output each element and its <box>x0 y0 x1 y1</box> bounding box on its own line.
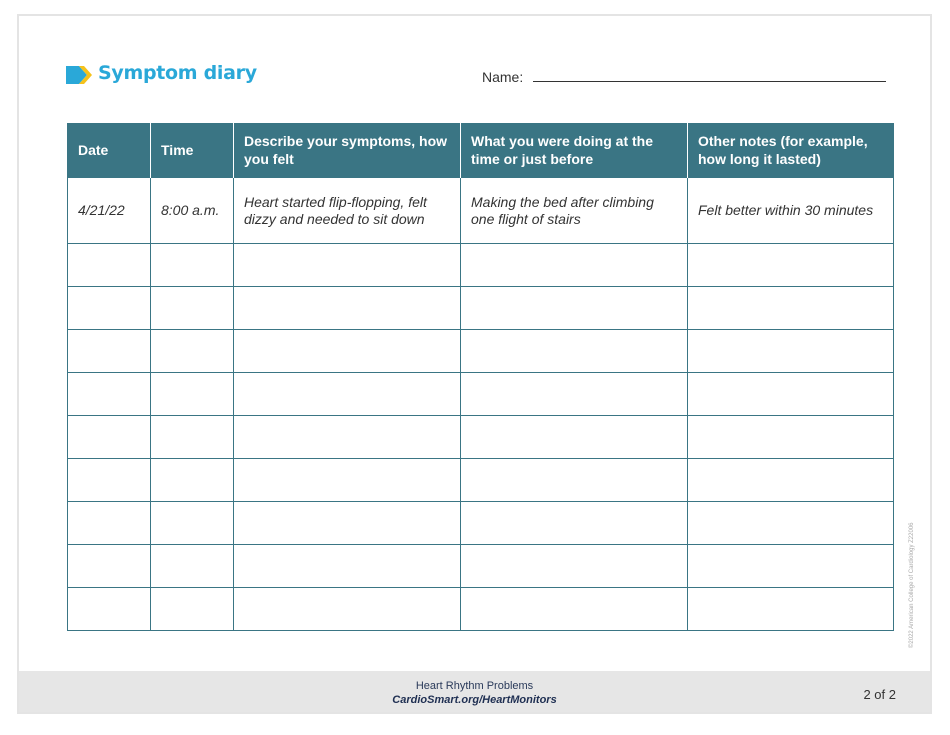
entry-cell[interactable] <box>234 502 461 545</box>
name-label: Name: <box>482 69 524 85</box>
entry-cell[interactable] <box>151 373 234 416</box>
table-row <box>68 545 894 588</box>
entry-cell[interactable] <box>688 244 894 287</box>
entry-cell[interactable] <box>461 459 688 502</box>
entry-cell[interactable] <box>234 416 461 459</box>
example-activity: Making the bed after climbing one flight of stairs <box>461 178 688 244</box>
symptom-table <box>67 123 894 631</box>
table-row <box>68 588 894 631</box>
table-row <box>68 287 894 330</box>
example-notes: Felt better within 30 minutes <box>688 178 894 244</box>
page-number: 2 of 2 <box>863 687 896 702</box>
entry-cell[interactable] <box>151 416 234 459</box>
entry-cell[interactable] <box>151 459 234 502</box>
footer-link[interactable]: CardioSmart.org/HeartMonitors <box>392 694 557 706</box>
diary-page <box>17 14 932 714</box>
page-title: Symptom diary <box>98 62 257 84</box>
column-header-time: Time <box>151 123 234 178</box>
entry-cell[interactable] <box>234 287 461 330</box>
entry-cell[interactable] <box>68 545 151 588</box>
entry-cell[interactable] <box>461 287 688 330</box>
entry-cell[interactable] <box>688 287 894 330</box>
entry-cell[interactable] <box>688 588 894 631</box>
entry-cell[interactable] <box>461 244 688 287</box>
example-time: 8:00 a.m. <box>151 178 234 244</box>
example-symptoms: Heart started flip-flopping, felt dizzy and needed to sit down <box>234 178 461 244</box>
entry-cell[interactable] <box>688 502 894 545</box>
entry-cell[interactable] <box>461 588 688 631</box>
entry-cell[interactable] <box>461 416 688 459</box>
copyright-text: ©2022 American College of Cardiology Z22006 <box>909 522 915 648</box>
entry-cell[interactable] <box>151 545 234 588</box>
entry-cell[interactable] <box>68 459 151 502</box>
entry-cell[interactable] <box>234 588 461 631</box>
entry-cell[interactable] <box>151 287 234 330</box>
entry-cell[interactable] <box>234 545 461 588</box>
column-header-date: Date <box>68 123 151 178</box>
table-header-row <box>68 123 894 178</box>
entry-cell[interactable] <box>68 330 151 373</box>
entry-cell[interactable] <box>234 330 461 373</box>
entry-cell[interactable] <box>151 244 234 287</box>
table-row <box>68 244 894 287</box>
entry-cell[interactable] <box>68 502 151 545</box>
entry-cell[interactable] <box>151 588 234 631</box>
entry-cell[interactable] <box>68 244 151 287</box>
entry-cell[interactable] <box>461 373 688 416</box>
example-row <box>68 178 894 244</box>
entry-cell[interactable] <box>151 502 234 545</box>
entry-cell[interactable] <box>688 416 894 459</box>
entry-cell[interactable] <box>68 588 151 631</box>
entry-cell[interactable] <box>461 545 688 588</box>
entry-cell[interactable] <box>234 373 461 416</box>
entry-cell[interactable] <box>688 373 894 416</box>
column-header-symptoms: Describe your symptoms, how you felt <box>234 123 461 178</box>
footer-bar <box>19 671 930 712</box>
table-row <box>68 502 894 545</box>
entry-cell[interactable] <box>688 459 894 502</box>
entry-cell[interactable] <box>688 330 894 373</box>
entry-cell[interactable] <box>234 459 461 502</box>
table-row <box>68 416 894 459</box>
column-header-activity: What you were doing at the time or just before <box>461 123 688 178</box>
example-date: 4/21/22 <box>68 178 151 244</box>
table-row <box>68 373 894 416</box>
entry-cell[interactable] <box>151 330 234 373</box>
column-header-notes: Other notes (for example, how long it lasted) <box>688 123 894 178</box>
entry-cell[interactable] <box>461 502 688 545</box>
chevron-logo-icon <box>66 66 92 84</box>
entry-cell[interactable] <box>461 330 688 373</box>
name-field-line[interactable] <box>533 81 886 82</box>
entry-cell[interactable] <box>68 373 151 416</box>
footer-topic: Heart Rhythm Problems <box>415 680 534 692</box>
entry-cell[interactable] <box>234 244 461 287</box>
entry-cell[interactable] <box>68 287 151 330</box>
entry-cell[interactable] <box>688 545 894 588</box>
table-row <box>68 459 894 502</box>
table-row <box>68 330 894 373</box>
entry-cell[interactable] <box>68 416 151 459</box>
